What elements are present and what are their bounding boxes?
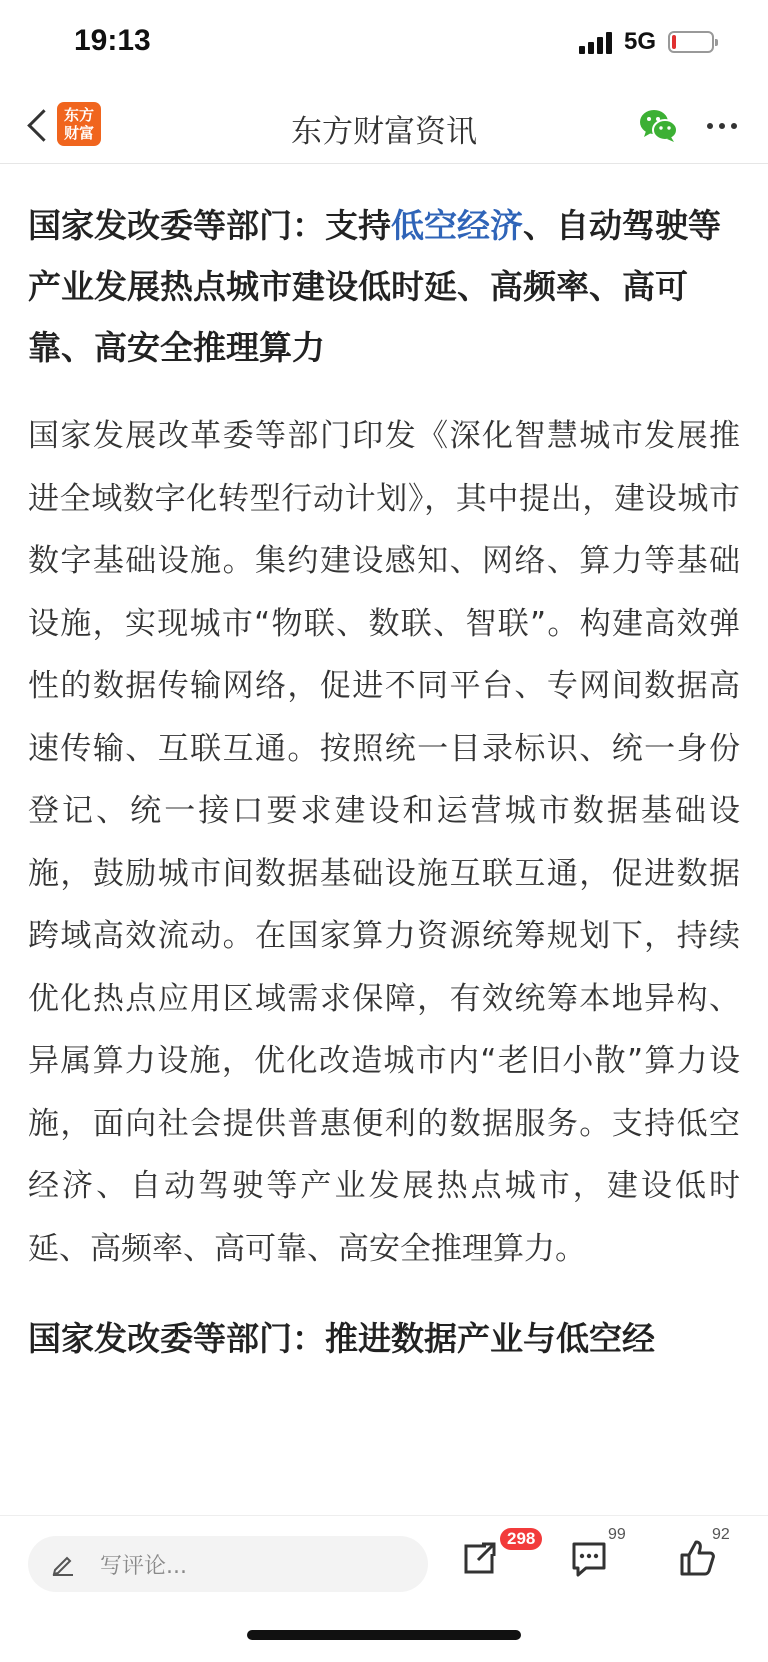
logo-line-2: 财富 bbox=[63, 124, 94, 142]
comment-input[interactable] bbox=[28, 1536, 428, 1592]
comment-count: 99 bbox=[608, 1526, 626, 1543]
headline-text-start: 国家发改委等部门：支持 bbox=[28, 206, 391, 245]
status-bar bbox=[0, 0, 768, 88]
pencil-icon bbox=[50, 1551, 76, 1577]
logo-line-1: 东方 bbox=[63, 106, 94, 124]
share-button[interactable] bbox=[460, 1538, 500, 1578]
thumbs-up-icon bbox=[678, 1538, 716, 1578]
page-title: 东方财富资讯 bbox=[291, 114, 477, 150]
like-button[interactable] bbox=[678, 1538, 716, 1578]
article-headline bbox=[28, 195, 740, 378]
more-icon[interactable] bbox=[704, 106, 740, 146]
network-label: 5G bbox=[624, 28, 657, 55]
article-subheadline: 国家发改委等部门：推进数据产业与低空经 bbox=[28, 1319, 655, 1358]
signal-icon bbox=[579, 32, 615, 54]
comment-button[interactable] bbox=[570, 1540, 608, 1578]
share-count-badge: 298 bbox=[500, 1528, 542, 1550]
comment-icon bbox=[570, 1540, 608, 1578]
article-body bbox=[28, 164, 740, 1369]
battery-icon bbox=[668, 31, 714, 53]
share-icon bbox=[460, 1538, 500, 1578]
headline-topic-link[interactable]: 低空经济 bbox=[391, 206, 523, 245]
wechat-share-icon[interactable] bbox=[638, 106, 680, 146]
nav-bar bbox=[0, 88, 768, 164]
headline-text-end: 、自动驾驶等产业发展热点城市建设低时延、高频率、高可靠、高安全推理算力 bbox=[28, 206, 721, 367]
home-indicator bbox=[247, 1630, 521, 1640]
status-time: 19:13 bbox=[74, 24, 151, 57]
comment-placeholder: 写评论... bbox=[100, 1554, 187, 1579]
article-paragraph: 国家发展改革委等部门印发《深化智慧城市发展推进全域数字化转型行动计划》，其中提出，建设城市数字基础设施。集约建设感知、网络、算力等基础设施，实现城市“物联、数联、智联”。构建高效弹性的数据传输网络，促进不同平台、专网间数据高速传输、互联互通。按照统一目录标识、统一身份登记、统一接口要求建设和运营城市数据基础设施，鼓励城市间数据基础设施互联互通，促进数据跨域高效流动。在国家算力资源统筹规划下，持续优化热点应用区域需求保障，有效统筹本地异构、异属算力设施，优化改造城市内“老旧小散”算力设施，面向社会提供普惠便利的数据服务。支持低空经济、自动驾驶等产业发展热点城市，建设低时延、高频率、高可靠、高安全推理算力。 bbox=[28, 418, 740, 1267]
like-count: 92 bbox=[712, 1526, 730, 1543]
